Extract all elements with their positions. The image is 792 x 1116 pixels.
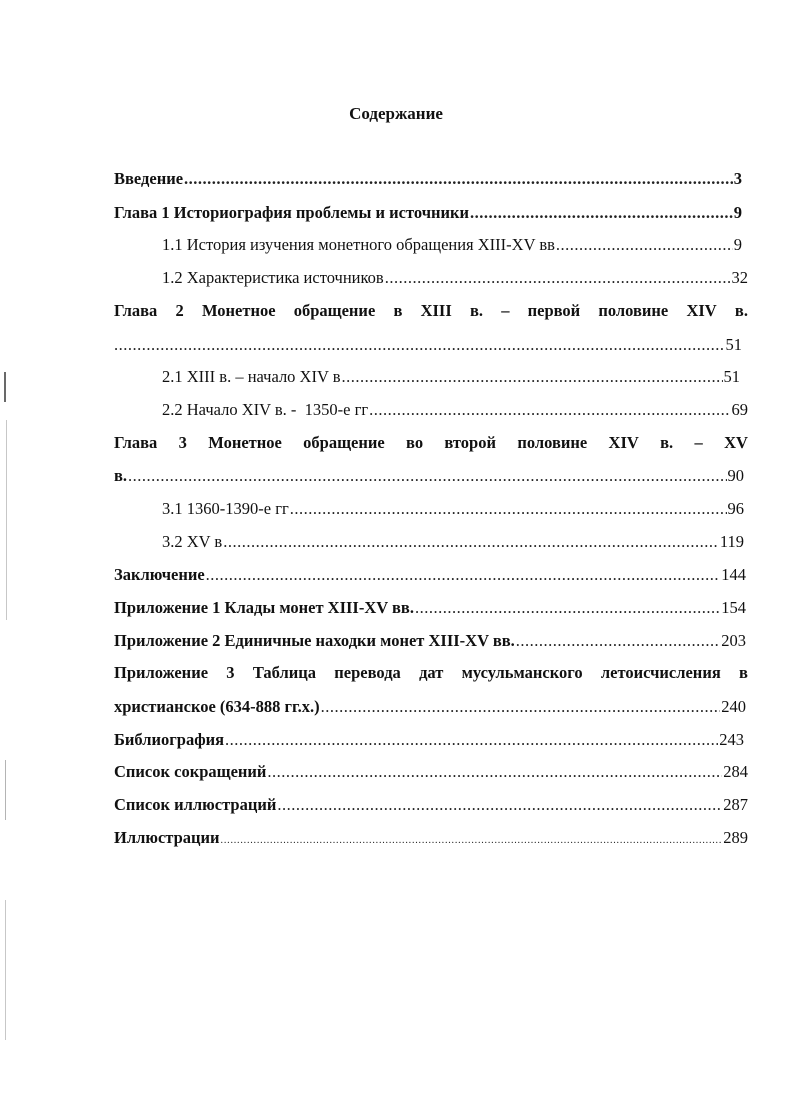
toc-page: 90 bbox=[727, 466, 744, 485]
leader-dots bbox=[556, 234, 733, 256]
toc-entry-chapter-1 bbox=[114, 202, 742, 224]
toc-page: 32 bbox=[731, 268, 748, 287]
scan-mark bbox=[6, 420, 7, 620]
page-title: Содержание bbox=[349, 104, 443, 123]
leader-dots bbox=[114, 334, 725, 356]
toc-page: 9 bbox=[733, 235, 742, 254]
word: мусульманского bbox=[461, 663, 583, 682]
leader-dots bbox=[223, 531, 719, 553]
toc-page: 69 bbox=[731, 400, 748, 419]
word: во bbox=[406, 433, 424, 452]
toc-page: 284 bbox=[723, 762, 748, 781]
scan-mark bbox=[5, 900, 6, 1040]
word: дат bbox=[419, 663, 444, 682]
word: обращение bbox=[303, 433, 385, 452]
toc-label: Приложение 2 Единичные находки монет XIII-XV вв. bbox=[114, 631, 515, 650]
toc-label: Список иллюстраций bbox=[114, 795, 277, 814]
word: XIV bbox=[686, 301, 717, 320]
word: обращение bbox=[293, 301, 376, 320]
leader-dots bbox=[342, 366, 723, 388]
leader-dots bbox=[206, 564, 721, 586]
toc-label: 2.1 XIII в. – начало XIV в bbox=[162, 367, 341, 386]
toc-entry-bibliography bbox=[114, 729, 744, 751]
leader-dots bbox=[369, 399, 730, 421]
toc-entry-section-2-2 bbox=[162, 399, 748, 421]
leader-dots bbox=[385, 267, 731, 289]
toc-page: 119 bbox=[719, 532, 744, 551]
leader-dots bbox=[128, 465, 726, 487]
toc-entry-section-2-1 bbox=[162, 366, 740, 388]
toc-entry-chapter-2 bbox=[114, 300, 748, 322]
toc-page: 9 bbox=[733, 203, 742, 222]
word: второй bbox=[444, 433, 496, 452]
word: Глава bbox=[114, 433, 158, 452]
toc-entry-section-1-1 bbox=[162, 234, 742, 256]
word: перевода bbox=[334, 663, 401, 682]
toc-label: 1.1 История изучения монетного обращения XIII-XV вв bbox=[162, 235, 555, 254]
leader-dots bbox=[321, 696, 721, 718]
toc-entry-section-3-1 bbox=[162, 498, 744, 520]
word: первой bbox=[527, 301, 581, 320]
toc-page: 51 bbox=[725, 335, 742, 354]
word: в. bbox=[734, 301, 748, 320]
word: половине bbox=[517, 433, 588, 452]
toc-page: 51 bbox=[723, 367, 740, 386]
leader-dots bbox=[267, 761, 722, 783]
leader-dots bbox=[277, 794, 722, 816]
word: XIII bbox=[420, 301, 452, 320]
leader-dots bbox=[470, 202, 733, 224]
toc-entry-chapter-3-continuation bbox=[114, 465, 744, 487]
toc-label: Иллюстрации bbox=[114, 828, 220, 847]
toc-page: 203 bbox=[721, 631, 746, 650]
leader-dots bbox=[290, 498, 727, 520]
scan-mark bbox=[5, 760, 6, 820]
toc-page: 243 bbox=[719, 730, 744, 749]
toc-entry-conclusion bbox=[114, 564, 746, 586]
toc-entry-illustrations bbox=[114, 827, 748, 852]
word: – bbox=[694, 433, 703, 452]
toc-entry-chapter-2-continuation bbox=[114, 334, 742, 356]
toc-label: Введение bbox=[114, 169, 184, 188]
leader-dots bbox=[225, 729, 718, 751]
toc-label: Приложение 1 Клады монет XIII-XV вв. bbox=[114, 598, 414, 617]
toc-label: 1.2 Характеристика источников bbox=[162, 268, 384, 287]
toc-entry-intro bbox=[114, 168, 742, 190]
word: XV bbox=[724, 433, 748, 452]
toc-entry-section-1-2 bbox=[162, 267, 748, 289]
toc-page: 96 bbox=[727, 499, 744, 518]
toc-entry-abbreviations bbox=[114, 761, 748, 783]
toc-entry-chapter-3 bbox=[114, 432, 748, 454]
toc-label: Список сокращений bbox=[114, 762, 267, 781]
leader-dots bbox=[221, 830, 723, 852]
word: Монетное bbox=[208, 433, 282, 452]
toc-entry-section-3-2 bbox=[162, 531, 744, 553]
toc-page: 287 bbox=[723, 795, 748, 814]
word: половине bbox=[598, 301, 669, 320]
leader-dots bbox=[184, 168, 733, 190]
toc-page: 144 bbox=[721, 565, 746, 584]
word: 3 bbox=[178, 433, 187, 452]
toc-page: 154 bbox=[721, 598, 746, 617]
toc-page: 3 bbox=[733, 169, 742, 188]
toc-entry-appendix-1 bbox=[114, 597, 746, 619]
toc-entry-appendix-2 bbox=[114, 630, 746, 652]
toc-label: Глава 1 Историография проблемы и источники bbox=[114, 203, 470, 222]
toc-label: 3.1 1360-1390-е гг bbox=[162, 499, 289, 518]
word: 2 bbox=[175, 301, 184, 320]
toc-label: христианское (634-888 гг.х.) bbox=[114, 697, 320, 716]
toc-entry-appendix-3-continuation bbox=[114, 696, 746, 718]
word: 3 bbox=[226, 663, 235, 682]
word: в bbox=[393, 301, 403, 320]
word: в. bbox=[469, 301, 483, 320]
word: – bbox=[501, 301, 510, 320]
toc-entry-appendix-3 bbox=[114, 662, 748, 684]
leader-dots bbox=[415, 597, 720, 619]
word: Таблица bbox=[252, 663, 317, 682]
toc-page: 240 bbox=[721, 697, 746, 716]
word: Глава bbox=[114, 301, 158, 320]
toc-entry-illustration-list bbox=[114, 794, 748, 816]
toc-label: 2.2 Начало XIV в. - 1350-е гг bbox=[162, 400, 369, 419]
toc-label: в. bbox=[114, 466, 128, 485]
leader-dots bbox=[516, 630, 720, 652]
word: XIV bbox=[608, 433, 639, 452]
word: в. bbox=[660, 433, 674, 452]
word: летоисчисления bbox=[600, 663, 721, 682]
toc-label: 3.2 XV в bbox=[162, 532, 223, 551]
word: Приложение bbox=[114, 663, 209, 682]
word: Монетное bbox=[201, 301, 276, 320]
scan-mark bbox=[4, 372, 6, 402]
word: в bbox=[739, 663, 748, 682]
toc-label: Заключение bbox=[114, 565, 205, 584]
toc-label: Библиография bbox=[114, 730, 225, 749]
toc-page: 289 bbox=[723, 828, 748, 847]
